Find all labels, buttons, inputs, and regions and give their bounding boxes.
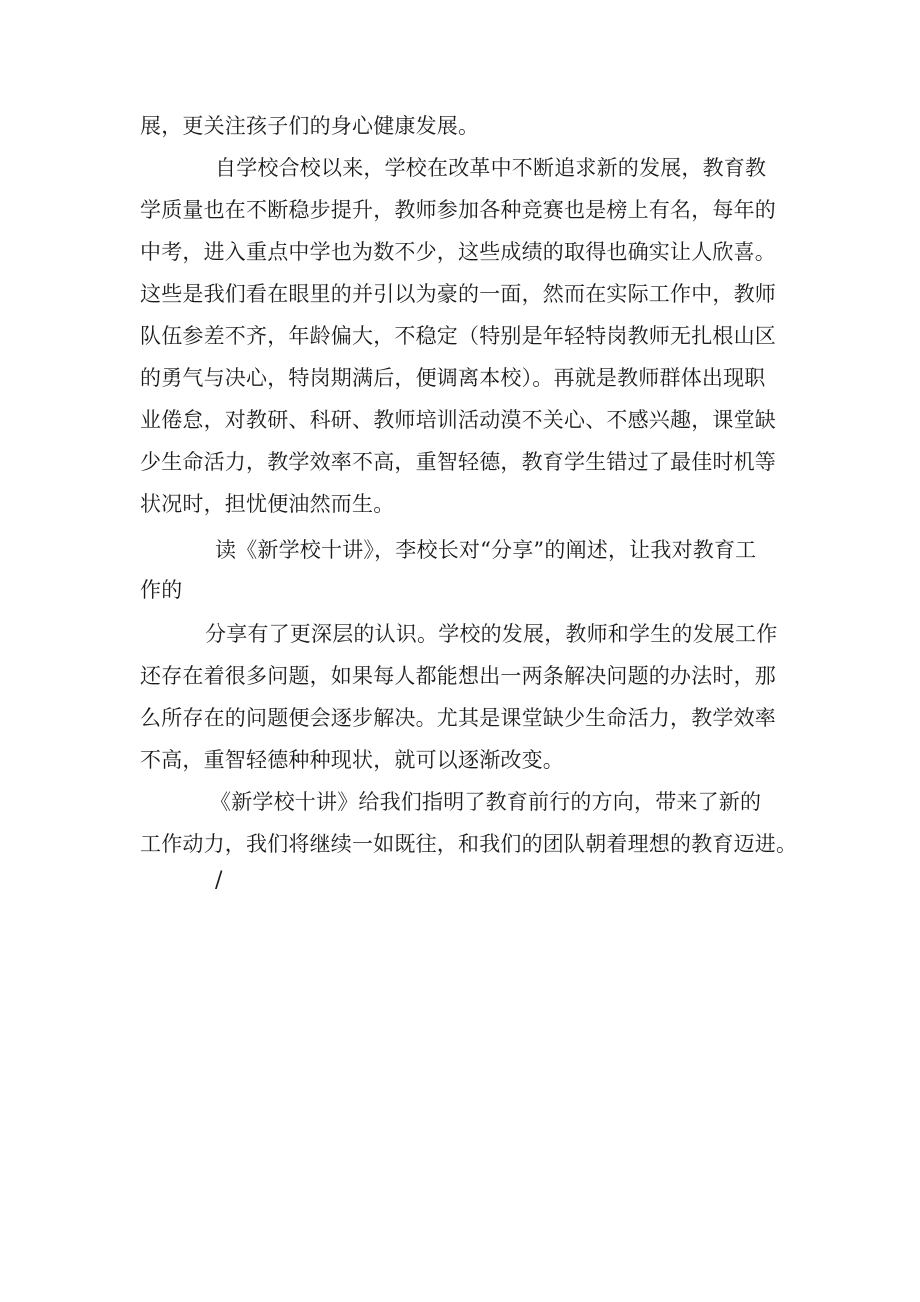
text-line: 队伍参差不齐，年龄偏大，不稳定（特别是年轻特岗教师无扎根山区 — [140, 324, 776, 348]
stray-slash-mark: / — [215, 868, 223, 893]
text-line: 作的 — [140, 578, 183, 602]
paragraph-start: 分享有了更深层的认识。学校的发展，教师和学生的发展工作 — [205, 622, 778, 646]
text-line: 展，更关注孩子们的身心健康发展。 — [140, 114, 480, 138]
text-line: 的勇气与决心，特岗期满后，便调离本校）。再就是教师群体出现职 — [140, 366, 766, 390]
text-line: 中考，进入重点中学也为数不少，这些成绩的取得也确实让人欣喜。 — [140, 240, 776, 264]
text-line: 这些是我们看在眼里的并引以为豪的一面，然而在实际工作中，教师 — [140, 282, 776, 306]
paragraph-start: 自学校合校以来，学校在改革中不断追求新的发展，教育教 — [215, 156, 767, 180]
text-line: 还存在着很多问题，如果每人都能想出一两条解决问题的办法时，那 — [140, 664, 776, 688]
paragraph-start: 《新学校十讲》给我们指明了教育前行的方向，带来了新的 — [210, 790, 762, 814]
text-line: 工作动力，我们将继续一如既往，和我们的团队朝着理想的教育迈进。 — [140, 832, 798, 856]
text-line: 不高，重智轻德种种现状，就可以逐渐改变。 — [140, 748, 564, 772]
paragraph-start: 读《新学校十讲》，李校长对“分享”的阐述，让我对教育工 — [215, 538, 757, 562]
text-line: 少生命活力，教学效率不高，重智轻德，教育学生错过了最佳时机等 — [140, 450, 776, 474]
text-line: 状况时，担忧便油然而生。 — [140, 492, 395, 516]
text-line: 么所存在的问题便会逐步解决。尤其是课堂缺少生命活力，教学效率 — [140, 706, 776, 730]
text-line: 业倦怠，对教研、科研、教师培训活动漠不关心、不感兴趣，课堂缺 — [140, 408, 776, 432]
text-line: 学质量也在不断稳步提升，教师参加各种竞赛也是榜上有名，每年的 — [140, 198, 776, 222]
